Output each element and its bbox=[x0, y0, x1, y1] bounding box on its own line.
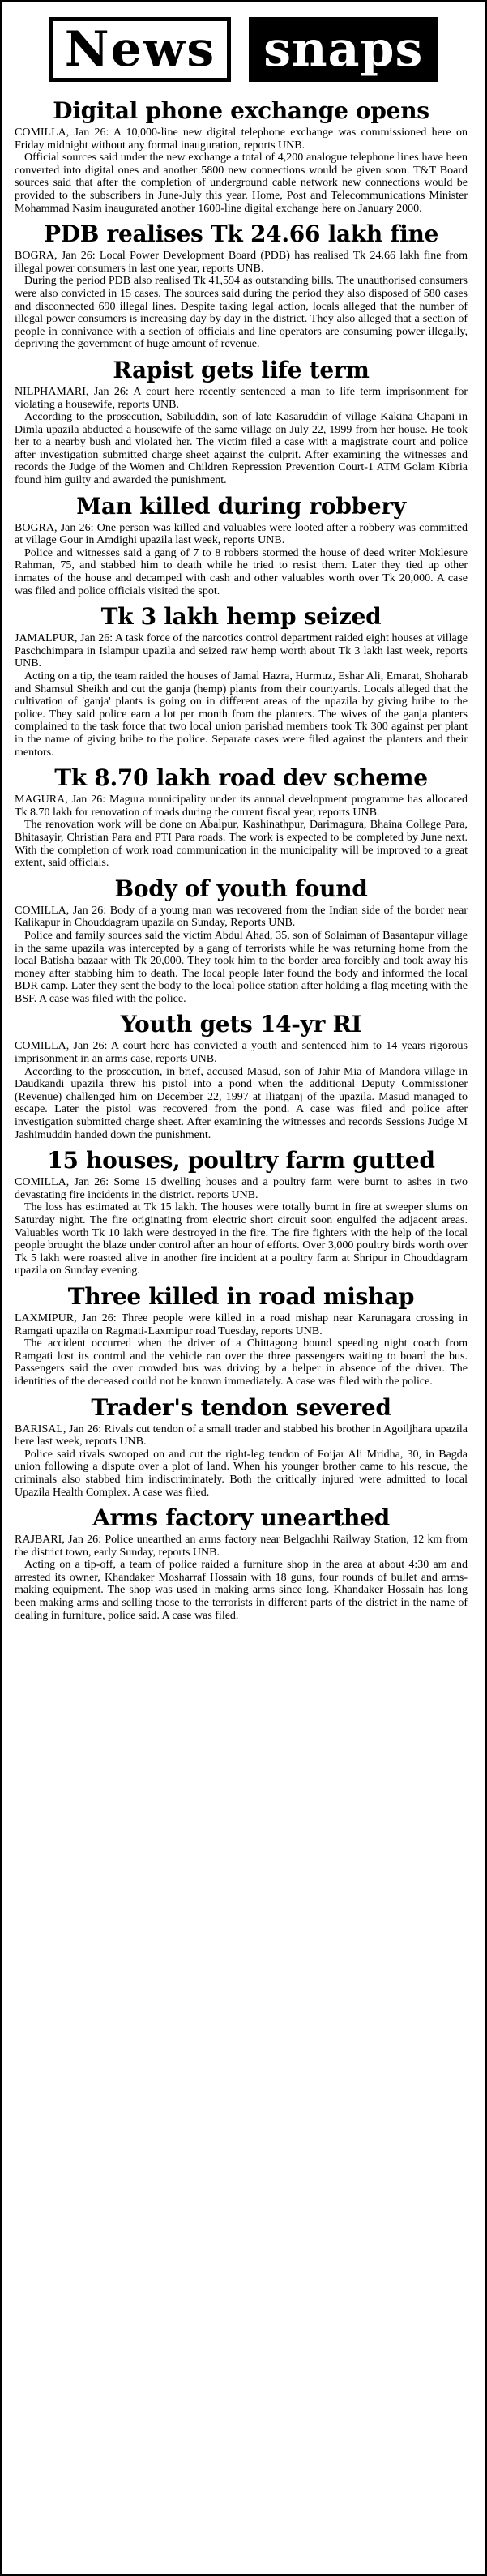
story-headline: 15 houses, poultry farm gutted bbox=[47, 1147, 435, 1175]
news-story bbox=[15, 1504, 468, 1622]
news-story bbox=[15, 875, 468, 1006]
story-paragraph: COMILLA, Jan 26: A 10,000-line new digital telephone exchange was commissioned here on Friday midnight without any formal inauguration, reports UNB. bbox=[15, 126, 468, 152]
news-story bbox=[15, 493, 468, 598]
stories-column bbox=[2, 97, 485, 1622]
story-paragraph: Police said rivals swooped on and cut the right-leg tendon of Foijar Ali Mridha, 30, in Bagda union following a dispute over a plot of land. When his younger brother came to his rescue, the criminals also stabbed him indiscriminately. Both the critically injured were admitted to local Upazila Health Complex. A case was filed. bbox=[15, 1448, 468, 1499]
story-paragraph: Police and witnesses said a gang of 7 to 8 robbers stormed the house of deed writer Moklesure Rahman, 75, and stabbed him to death while he tried to resist them. Later they tied up other inmates of the house and decamped with cash and other valuables worth over Tk 20,000. A case was filed and police officials visited the spot. bbox=[15, 546, 468, 597]
news-story bbox=[15, 764, 468, 870]
story-headline: Body of youth found bbox=[114, 875, 368, 902]
story-paragraph: JAMALPUR, Jan 26: A task force of the narcotics control department raided eight houses at village Paschchimpara in Islampur upazila and seized raw hemp worth about Tk 3 lakh last week, reports UNB. bbox=[15, 632, 468, 670]
story-paragraph: LAXMIPUR, Jan 26: Three people were killed in a road mishap near Karunagara crossing in Ramgati upazila on Ragmati-Laxmipur road Tuesday, reports UNB. bbox=[15, 1312, 468, 1337]
story-headline: Tk 3 lakh hemp seized bbox=[100, 603, 382, 631]
story-paragraph: According to the prosecution, in brief, accused Masud, son of Jahir Mia of Mandora village in Daudkandi upazila threw his pistol into a pond when the additional Deputy Commissioner (Revenue) challenged him on December 22, 1997 at Iliatganj of the upazila. Masud managed to escape. Later the pistol was recovered from the pond. A case was filed and police after investigation submitted charge sheet. After examining the witnesses and records Sessions Judge M Jashimuddin handed down the punishment. bbox=[15, 1065, 468, 1141]
story-paragraph: COMILLA, Jan 26: A court here has convicted a youth and sentenced him to 14 years rigorous imprisonment in an arms case, reports UNB. bbox=[15, 1040, 468, 1066]
story-headline: Trader's tendon severed bbox=[91, 1393, 391, 1421]
story-headline: Three killed in road mishap bbox=[67, 1282, 415, 1310]
story-headline: Rapist gets life term bbox=[113, 356, 370, 383]
story-paragraph: BOGRA, Jan 26: Local Power Development Board (PDB) has realised Tk 24.66 lakh fine from illegal power consumers in last one year, reports UNB. bbox=[15, 250, 468, 275]
story-headline: Youth gets 14-yr RI bbox=[120, 1011, 362, 1038]
story-paragraph: Acting on a tip-off, a team of police raided a furniture shop in the area at about 4:30 am and arrested its owner, Khandaker Mosharraf Hossain with 18 guns, four rounds of bullet and arms-making equipment. The shop was used in making arms since long. Khandaker Hossain has long been making arms and selling those to the terrorists in different parts of the district in the name of dealing in furniture, police said. A case was filed. bbox=[15, 1559, 468, 1622]
news-story bbox=[15, 220, 468, 351]
story-paragraph: The loss has estimated at Tk 15 lakh. The houses were totally burnt in fire at sweeper slums on Saturday night. The fire originating from electric short circuit soon engulfed the adjacent areas. Valuables worth Tk 10 lakh were destroyed in the fire. The fire fighters with the help of the local people brought the blaze under control after an hour of efforts. Over 3,000 poultry birds worth over Tk 5 lakh were roasted alive in another fire incident at a poultry farm at Shripur in Chouddagram upazila on Sunday evening. bbox=[15, 1201, 468, 1277]
story-headline: Arms factory unearthed bbox=[92, 1504, 390, 1532]
story-paragraph: During the period PDB also realised Tk 41,594 as outstanding bills. The unauthorised consumers were also convicted in 15 cases. The sources said during the period they also disposed of 580 cases and disconnected 690 illegal lines. Despite taking legal action, locals alleged that the number of illegal power consumers is increasing day by day in the district. They also alleged that a section of people in connivance with a section of officials and line operators are consuming power illegally, depriving the government of huge amount of revenue. bbox=[15, 275, 468, 351]
news-story bbox=[15, 97, 468, 215]
masthead bbox=[2, 2, 485, 97]
story-paragraph: NILPHAMARI, Jan 26: A court here recently sentenced a man to life term imprisonment for violating a housewife, reports UNB. bbox=[15, 385, 468, 411]
masthead-snaps: snaps bbox=[249, 17, 438, 82]
story-paragraph: The renovation work will be done on Abalpur, Kashinathpur, Darimagura, Bhaina College Para, Bhitasayir, Christian Para and PTI Para roads. The work is expected to be completed by June next. With the completion of work road communication in the municipality will be improved to a great extent, said officials. bbox=[15, 819, 468, 870]
news-story bbox=[15, 603, 468, 759]
masthead-news: News bbox=[49, 17, 231, 82]
story-paragraph: COMILLA, Jan 26: Body of a young man was recovered from the Indian side of the border near Kalikapur in Chouddagram upazila on Sunday, Reports UNB. bbox=[15, 904, 468, 930]
story-headline: Man killed during robbery bbox=[76, 492, 406, 520]
story-headline: Digital phone exchange opens bbox=[53, 97, 429, 124]
story-headline: Tk 8.70 lakh road dev scheme bbox=[54, 764, 428, 792]
news-story bbox=[15, 1011, 468, 1141]
story-paragraph: RAJBARI, Jan 26: Police unearthed an arms factory near Belgachhi Railway Station, 12 km from the district town, early Sunday, reports UNB. bbox=[15, 1534, 468, 1559]
story-paragraph: MAGURA, Jan 26: Magura municipality under its annual development programme has allocated Tk 8.70 lakh for renovation of roads during the current fiscal year, reports UNB. bbox=[15, 794, 468, 819]
news-story bbox=[15, 1394, 468, 1500]
news-story bbox=[15, 1147, 468, 1277]
story-paragraph: The accident occurred when the driver of a Chittagong bound speeding night coach from Ramgati lost its control and the vehicle ran over the three passengers waiting to board the bus. Passengers said the over crowded bus was driving by a helper in absence of the driver. The identities of the deceased could not be known immediately. A case was filed with the police. bbox=[15, 1337, 468, 1388]
story-paragraph: According to the prosecution, Sabiluddin, son of late Kasaruddin of village Kakina Chapani in Dimla upazila abducted a housewife of the same village on July 22, 1999 from her house. He took her to a nearby bush and violated her. The victim filed a case with a magistrate court and police after investigation submitted charge sheet against the culprit. After examining the witnesses and records the Judge of the Women and Children Repression Prevention Court-1 ATM Golam Kibria found him guilty and awarded the punishment. bbox=[15, 411, 468, 487]
story-headline: PDB realises Tk 24.66 lakh fine bbox=[43, 220, 439, 248]
story-paragraph: BARISAL, Jan 26: Rivals cut tendon of a small trader and stabbed his brother in Agoiljhara upazila here last week, reports UNB. bbox=[15, 1423, 468, 1448]
story-paragraph: Acting on a tip, the team raided the houses of Jamal Hazra, Hurmuz, Eshar Ali, Emarat, Shoharab and Shamsul Sheikh and cut the ganja (hemp) plants from their courtyards. Locals alleged that the cultivation of 'ganja' plants is going on in different areas of the upazila by giving bribe to the police. They said police earn a lot per month from the planters. The wives of the ganja planters complained to the task force that two local union parishad members took Tk 300 against per plant in the name of giving bribe to the police. Separate cases were filed against the planters and their mentors. bbox=[15, 670, 468, 759]
news-story bbox=[15, 1283, 468, 1389]
story-paragraph: Police and family sources said the victim Abdul Ahad, 35, son of Solaiman of Basantapur village in the same upazila was intercepted by a gang of terrorists while he was returning home from the local Batisha bazaar with Tk 20,000. They took him to the border area forcibly and took away his money after stabbing him to death. The local people later found the body and informed the local BDR camp. Later they sent the body to the local police station after holding a flag meeting with the BSF. A case was filed with the police. bbox=[15, 929, 468, 1005]
news-story bbox=[15, 357, 468, 487]
story-paragraph: BOGRA, Jan 26: One person was killed and valuables were looted after a robbery was committed at village Gour in Amdighi upazila last week, reports UNB. bbox=[15, 521, 468, 547]
story-paragraph: Official sources said under the new exchange a total of 4,200 analogue telephone lines have been converted into digital ones and another 5800 new connections would be given soon. T&T Board sources said that after the completion of underground cable network new connections would be provided to the subscribers in June-July this year. Home, Post and Telecommunications Minister Mohammad Nasim inaugurated another 1600-line digital exchange here on January 2000. bbox=[15, 152, 468, 215]
story-paragraph: COMILLA, Jan 26: Some 15 dwelling houses and a poultry farm were burnt to ashes in two devastating fire incidents in the district. reports UNB. bbox=[15, 1176, 468, 1201]
